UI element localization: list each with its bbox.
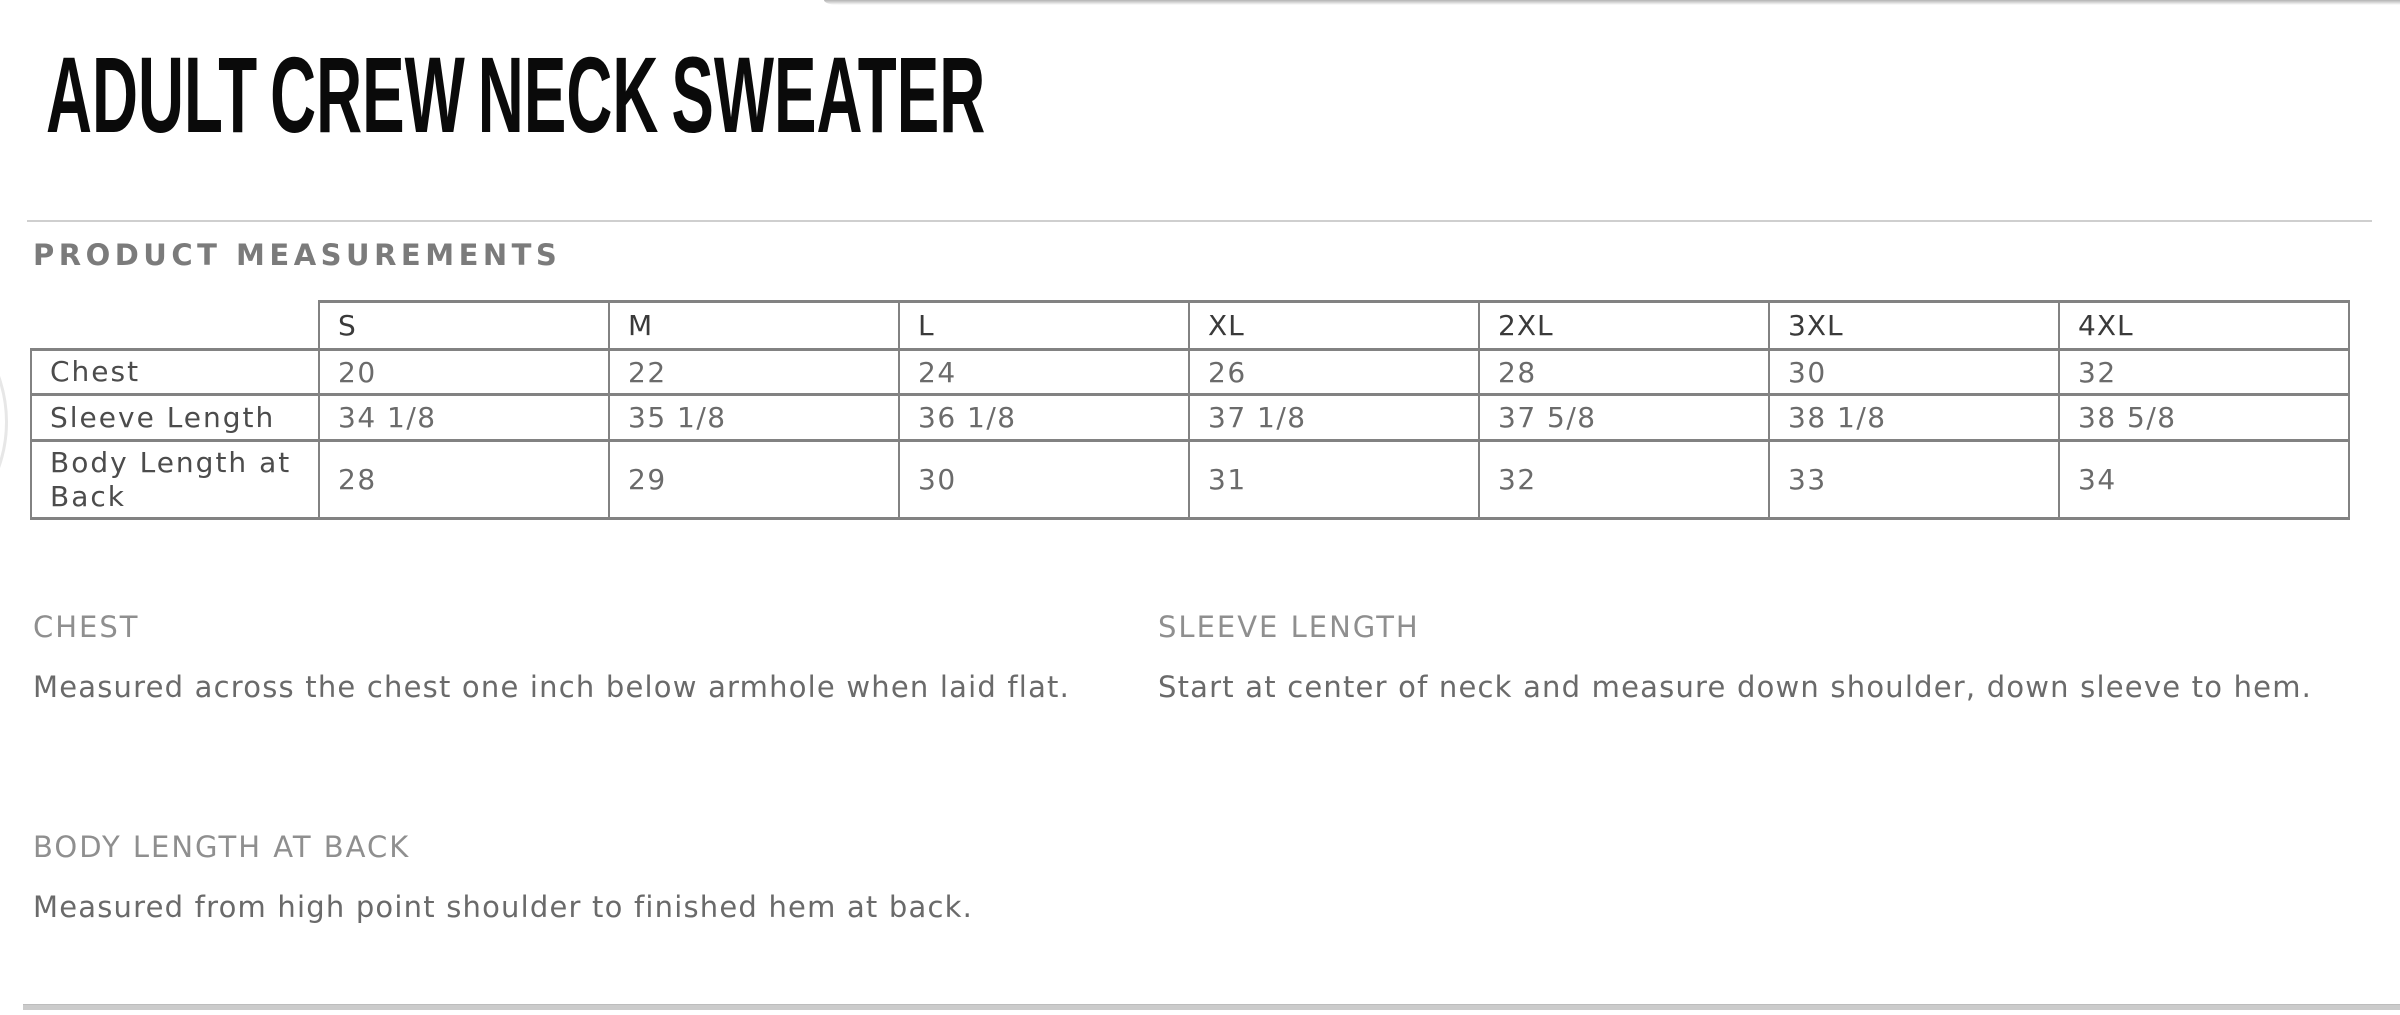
sleeve-value-2xl: 37 5/8 xyxy=(1479,395,1769,441)
chest-value-xl: 26 xyxy=(1189,350,1479,395)
table-corner-cell xyxy=(31,302,319,350)
column-header-2xl: 2XL xyxy=(1479,302,1769,350)
body-value-2xl: 32 xyxy=(1479,441,1769,519)
chest-value-m: 22 xyxy=(609,350,899,395)
column-header-m: M xyxy=(609,302,899,350)
horizontal-scrollbar[interactable] xyxy=(23,1004,2400,1010)
row-label-body-length: Body Length at Back xyxy=(31,441,319,519)
description-text: Measured from high point shoulder to finished hem at back. xyxy=(33,890,974,924)
chest-value-l: 24 xyxy=(899,350,1189,395)
faint-circle-artifact xyxy=(0,285,8,559)
description-chest xyxy=(33,607,1143,713)
column-header-l: L xyxy=(899,302,1189,350)
measurements-table xyxy=(30,300,2350,520)
column-header-4xl: 4XL xyxy=(2059,302,2349,350)
row-label-sleeve-length: Sleeve Length xyxy=(31,395,319,441)
body-value-3xl: 33 xyxy=(1769,441,2059,519)
body-value-xl: 31 xyxy=(1189,441,1479,519)
sleeve-value-l: 36 1/8 xyxy=(899,395,1189,441)
top-edge-shadow xyxy=(824,0,2400,5)
sleeve-value-m: 35 1/8 xyxy=(609,395,899,441)
description-sleeve-length xyxy=(1158,607,2318,713)
row-label-chest: Chest xyxy=(31,350,319,395)
table-header-row xyxy=(31,302,2349,350)
page-title: ADULT CREW NECK SWEATER xyxy=(46,34,986,155)
chest-value-2xl: 28 xyxy=(1479,350,1769,395)
body-value-s: 28 xyxy=(319,441,609,519)
table-row-chest xyxy=(31,350,2349,395)
body-value-l: 30 xyxy=(899,441,1189,519)
body-value-4xl: 34 xyxy=(2059,441,2349,519)
description-text: Measured across the chest one inch below armhole when laid flat. xyxy=(33,670,1071,704)
description-body-length xyxy=(33,827,1143,933)
chest-value-4xl: 32 xyxy=(2059,350,2349,395)
column-header-3xl: 3XL xyxy=(1769,302,2059,350)
chest-value-s: 20 xyxy=(319,350,609,395)
table-row-sleeve-length xyxy=(31,395,2349,441)
title-divider xyxy=(27,220,2372,222)
description-heading: SLEEVE LENGTH xyxy=(1158,610,1420,644)
chest-value-3xl: 30 xyxy=(1769,350,2059,395)
description-heading: BODY LENGTH AT BACK xyxy=(33,830,411,864)
description-heading: CHEST xyxy=(33,610,140,644)
body-value-m: 29 xyxy=(609,441,899,519)
column-header-s: S xyxy=(319,302,609,350)
table-row-body-length xyxy=(31,441,2349,519)
column-header-xl: XL xyxy=(1189,302,1479,350)
sleeve-value-xl: 37 1/8 xyxy=(1189,395,1479,441)
sleeve-value-4xl: 38 5/8 xyxy=(2059,395,2349,441)
sleeve-value-s: 34 1/8 xyxy=(319,395,609,441)
sleeve-value-3xl: 38 1/8 xyxy=(1769,395,2059,441)
description-text: Start at center of neck and measure down shoulder, down sleeve to hem. xyxy=(1158,670,2313,704)
section-heading: PRODUCT MEASUREMENTS xyxy=(33,238,562,272)
